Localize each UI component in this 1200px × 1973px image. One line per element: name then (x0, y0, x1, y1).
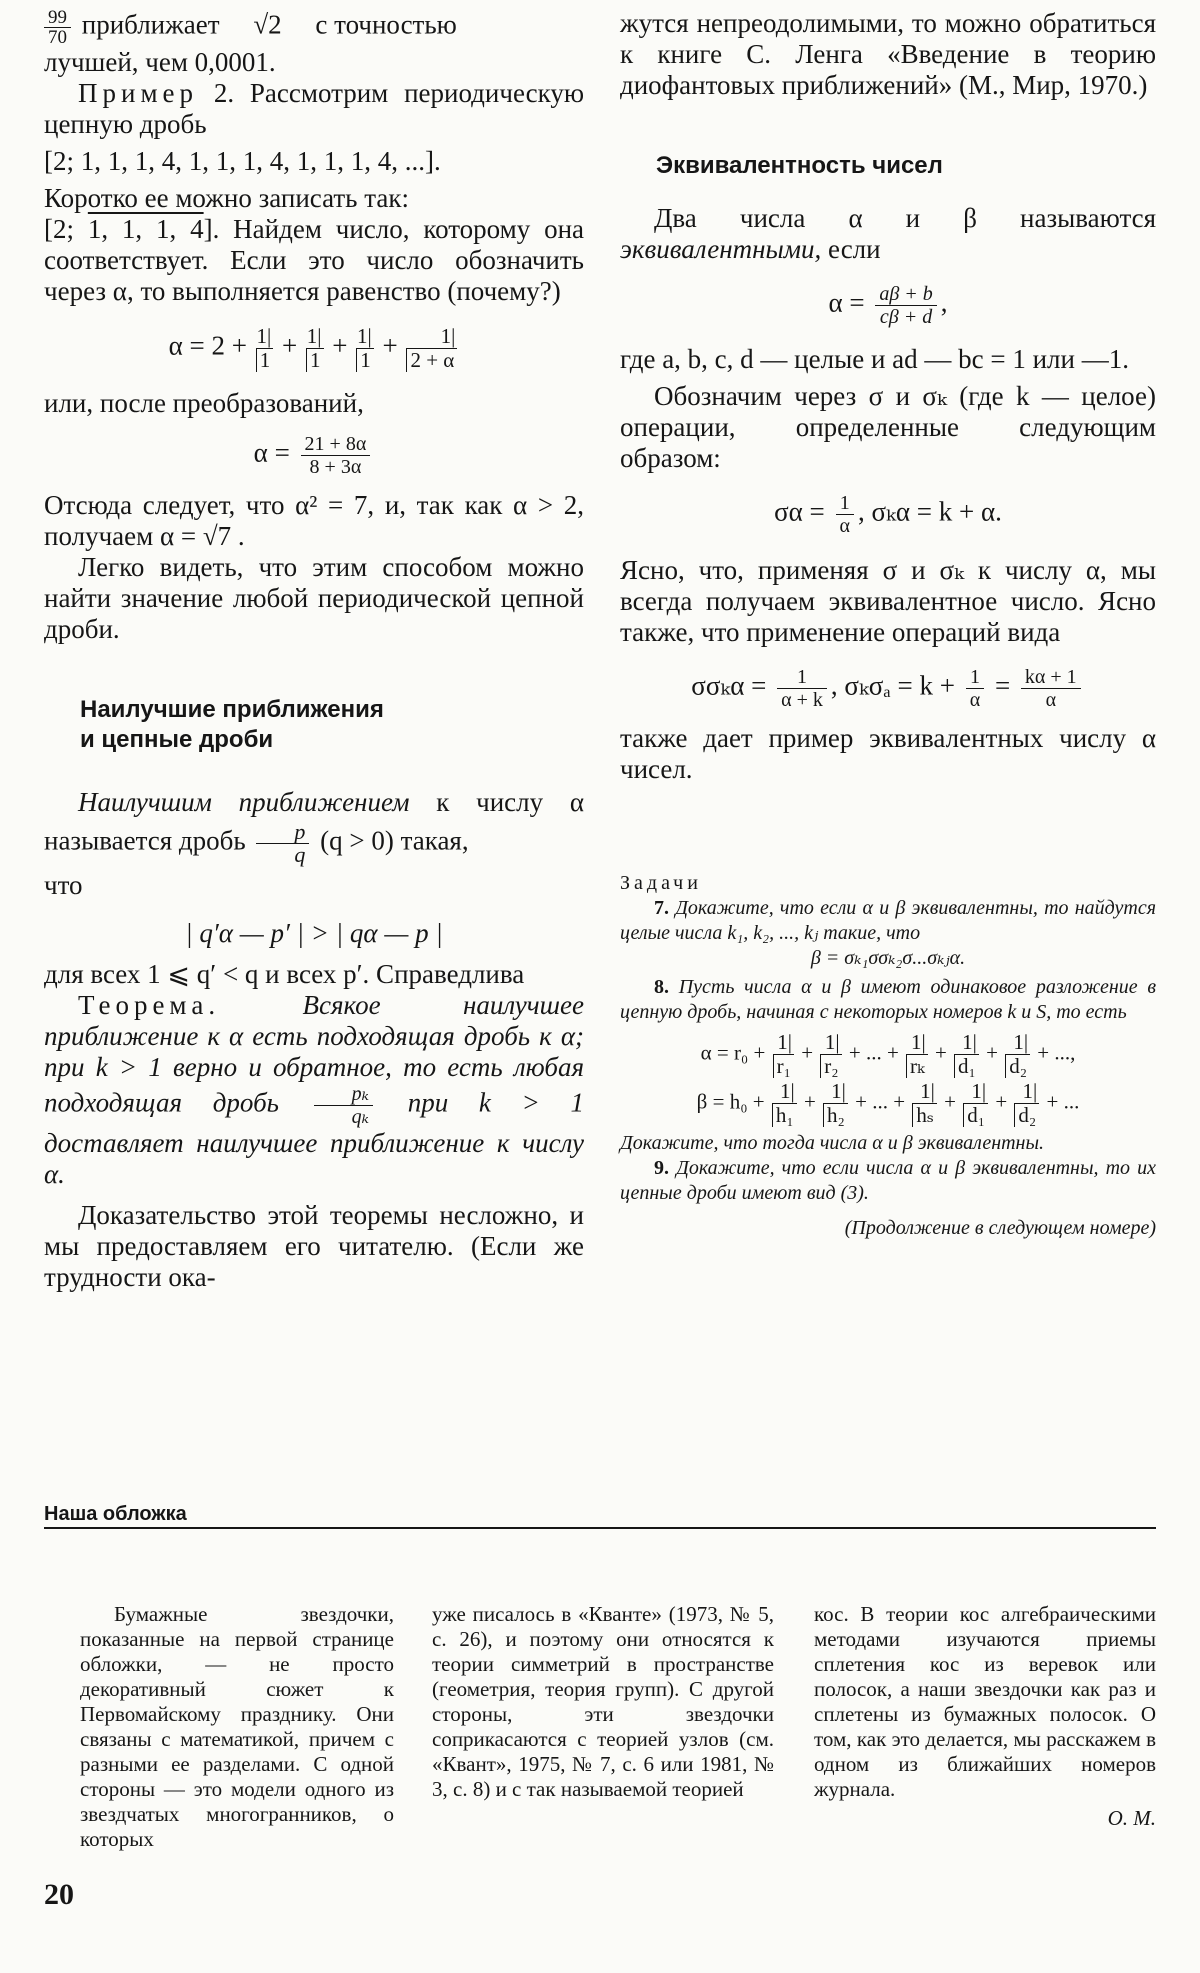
pq-fraction: $\frac{p}{q}$ (256, 821, 309, 866)
ops-text: Обозначим через σ и σₖ (где k — целое) операции, определенные следующим образом: (620, 381, 1156, 473)
tasks (620, 871, 1156, 1241)
pk-qk-fraction: $\frac{\text{pₖ}}{\text{qₖ}}$ (314, 1083, 373, 1128)
continued-note: (Продолжение в следующем номере) (844, 1217, 1156, 1239)
cover-author: О. М. (1107, 1806, 1156, 1830)
task-8-after: Докажите, что тогда числа α и β эквивалентны. (620, 1132, 1045, 1154)
task-9: 9. Докажите, что если числа α и β эквивалентны, то их цепные дроби имеют вид (3). (620, 1157, 1157, 1204)
equation-2: α = $\frac{21 + 8\alpha}{8 + 3\alpha}$ (44, 433, 584, 478)
short-text: Коротко ее можно записать так: [2; 1, 1, 1, 4]. Найдем число, которому она соответствует. Если это число обозначить через α, то выполняется равенство (почему?) (44, 183, 585, 306)
example-2: Пример 2. Рассмотрим периодическую цепную дробь (44, 78, 584, 139)
sqrt2: √2 (253, 9, 282, 40)
fraction-99-70: $\frac{99}{70}$ (44, 8, 71, 47)
task-8-alpha: α = r₀ + $\frac{1|}{\text{r₁}}$ + $\frac{1|}{\text{r₂}}$ + ... + $\frac{1|}{\text{rₖ}}$ + $\frac{1|}{\text{d₁}}$ + $\frac{1|}{\text{d₂}}$ + ..., (700, 1030, 1076, 1078)
after-eq1: или, после преобразований, (44, 388, 364, 418)
cf-term-3: $\frac{1|}{1}$ (357, 324, 372, 372)
easy-text: Легко видеть, что этим способом можно найти значение любой периодической цепной дроби. (44, 552, 584, 644)
equation-4: σα = $\frac{1}{\alpha}$ , σₖα = k + α. (774, 492, 1002, 537)
section-title-best-approx: Наилучшие приближения и цепные дроби (80, 696, 384, 753)
cover-section-title: Наша обложка (44, 1503, 187, 1525)
page-number: 20 (44, 1878, 74, 1911)
cont-text: жутся непреодолимыми, то можно обратиться к книге С. Ленга «Введение в теорию диофантовых приближений» (М., Мир, 1970.) (620, 8, 1156, 100)
eq2-fraction: $\frac{21 + 8\alpha}{8 + 3\alpha}$ (301, 433, 371, 478)
paragraph-top: $\frac{99}{70}$ приближает √2 с точностью лучшей, чем 0,0001. (44, 7, 457, 77)
equation-1: α = 2 + $\frac{1|}{1}$ + $\frac{1|}{1}$ + $\frac{1|}{1}$ + $\frac{1|}{2 + \alpha}$ (168, 324, 456, 372)
equation-5: σσₖα = $\frac{1}{\alpha + k}$ , σₖσₐ = k + $\frac{1}{\alpha}$ = $\frac{k\alpha + 1}{\alpha}$ (620, 666, 1156, 711)
also-text: также дает пример эквивалентных числу α чисел. (620, 723, 1156, 784)
divider (44, 1527, 1156, 1529)
definition: Наилучшим приближением к числу α называется дробь $\frac{p}{q}$ (q > 0) такая, что (44, 787, 584, 900)
clear-text: Ясно, что, применяя σ и σₖ к числу α, мы всегда получаем эквивалентное число. Ясно также, что применение операций вида (620, 555, 1156, 647)
after-eq2: Отсюда следует, что α² = 7, и, так как α > 2, получаем α = √7 . (44, 490, 584, 551)
theorem: Теорема. Всякое наилучшее приближение к α есть подходящая дробь к α; при k > 1 верно и обратное, то есть любая подходящая дробь $\frac{\text{pₖ}}{\text{qₖ}}$ при k > 1 доставляет наилучшее приближение к числу α. (44, 990, 585, 1189)
eq5-fraction-3: $\frac{k\alpha + 1}{\alpha}$ (1021, 666, 1081, 711)
eq4-fraction: $\frac{1}{\alpha}$ (836, 492, 854, 537)
task-7-formula: β = σₖ₁σσₖ₂σ...σₖⱼα. (810, 947, 966, 969)
cover-col-3: кос. В теории кос алгебраическими методами изучаются приемы сплетения кос из веревок или полосок, а наши звездочки как раз и сплетены из бумажных полосок. О том, как это делается, мы расскажем в одном из ближайших номеров журнала. О. М. (814, 1602, 1156, 1830)
task-8: 8. Пусть числа α и β имеют одинаковое разложение в цепную дробь, начиная с некоторых номеров k и S, то есть (620, 976, 1157, 1023)
cf-term-2: $\frac{1|}{1}$ (306, 324, 322, 372)
equation-3: α = $\frac{a\beta + b}{c\beta + d}$ , (828, 283, 948, 328)
sequence: [2; 1, 1, 1, 4, 1, 1, 1, 4, 1, 1, 1, 4, ...]. (44, 146, 441, 176)
eq5-fraction-1: $\frac{1}{\alpha + k}$ (777, 666, 827, 711)
cover-col-1: Бумажные звездочки, показанные на первой странице обложки, — не просто декоративный сюжет к Первомайскому празднику. Они связаны с математикой, причем с разными ее разделами. С одной стороны — это модели одного из звездчатых многогранников, о которых (80, 1602, 394, 1851)
cf-term-1: $\frac{1|}{1}$ (256, 324, 272, 372)
cover-col-2: уже писалось в «Кванте» (1973, № 5, с. 26), и поэтому они относятся к теории симметрий в пространстве (геометрия, теория групп). С другой стороны, эти звездочки соприкасаются с теорией узлов (см. «Квант», 1975, № 7, с. 6 или 1981, № 3, с. 8) и с так называемой теорией (432, 1602, 774, 1801)
proof: Доказательство этой теоремы несложно, и мы предоставляем его читателю. (Если же трудности ока- (44, 1200, 584, 1292)
left-column (44, 8, 584, 1293)
tasks-title: Задачи (620, 872, 702, 894)
equiv-def: Два числа α и β называются эквивалентными, если (620, 203, 1156, 264)
eq3-fraction: $\frac{a\beta + b}{c\beta + d}$ (875, 283, 936, 328)
right-column (620, 8, 1156, 1241)
where-text: где a, b, c, d — целые и ad — bc = 1 или —1. (620, 344, 1129, 374)
section-title-equivalence: Эквивалентность чисел (656, 152, 943, 179)
task-7: 7. Докажите, что если α и β эквивалентны, то найдутся целые числа k₁, k₂, ..., kⱼ такие, что (620, 897, 1157, 944)
eq5-fraction-2: $\frac{1}{\alpha}$ (966, 666, 984, 711)
inequality: | q′α — p′ | > | qα — p | (185, 918, 443, 948)
cf-term-4: $\frac{1|}{2 + \alpha}$ (406, 325, 457, 372)
task-8-beta: β = h₀ + $\frac{1|}{\text{h₁}}$ + $\frac{1|}{\text{h₂}}$ + ... + $\frac{1|}{\text{hₛ}}$ + $\frac{1|}{\text{d₁}}$ + $\frac{1|}{\text{d₂}}$ + ... (696, 1079, 1080, 1127)
ineq-after: для всех 1 ⩽ q′ < q и всех p′. Справедлива (44, 959, 525, 989)
